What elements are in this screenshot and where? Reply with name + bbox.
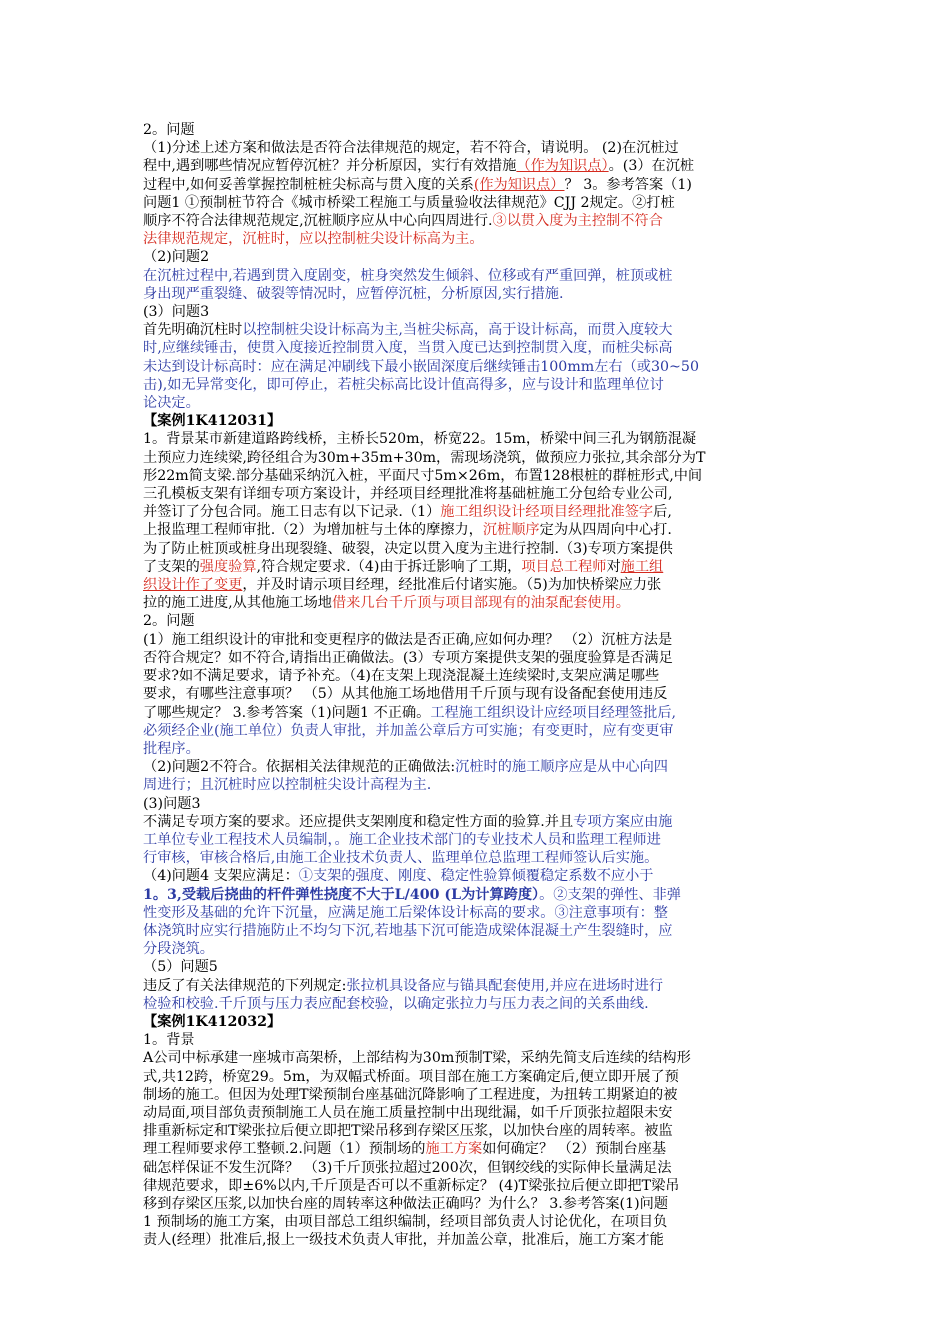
text-line xyxy=(143,267,808,285)
text-line xyxy=(143,813,808,831)
text-run: 沉桩时的施工顺序应是从中心向四 xyxy=(455,759,668,776)
text-run: 2。问题 xyxy=(143,122,195,138)
text-run: 理工程师要求停工整顿.2.问题（1）预制场的 xyxy=(143,1141,426,1158)
text-run: 1。背景某市新建道路跨线桥，主桥长520m，桥宽22。15m，桥梁中间三孔为钢筋混凝 xyxy=(143,431,697,448)
text-run: 后, xyxy=(653,504,672,521)
text-run: 项目总工程师 xyxy=(521,558,607,575)
text-run: 时,应继续锤击，使贯入度接近控制贯入度，当贯入度已达到控制贯入度，而桩尖标高 xyxy=(143,340,673,357)
text-line xyxy=(143,576,808,594)
text-line xyxy=(143,1068,808,1086)
text-line xyxy=(143,558,808,576)
text-run: 工程施工组织设计应经项目经理签批后, xyxy=(430,704,677,721)
text-run: 击),如无异常变化，即可停止，若桩尖标高比设计值高得多，应与设计和监理单位讨 xyxy=(143,376,664,393)
text-run: 分段浇筑。 xyxy=(143,941,214,958)
text-run: 土预应力连续梁,跨径组合为30m+35m+30m，需现场浇筑，做预应力张拉,其余部分为T xyxy=(143,449,706,466)
text-line xyxy=(143,321,808,339)
text-run: 式,共12跨，桥宽29。5m，为双幅式桥面。项目部在施工方案确定后,便立即开展了预 xyxy=(143,1068,679,1085)
text-line xyxy=(143,1195,808,1213)
text-run: 移到存梁区压浆,以加快台座的周转率这种做法正确吗？为什么？ 3.参考答案(1)问题 xyxy=(143,1195,669,1212)
text-run: 拉的施工进度,从其他施工场地 xyxy=(143,595,332,612)
text-line xyxy=(143,1104,808,1122)
text-line xyxy=(143,139,808,157)
text-line xyxy=(143,303,808,321)
text-line xyxy=(143,1231,808,1249)
text-run: 【案例1K412031】 xyxy=(143,413,282,430)
text-run: 形22m简支梁.部分基础采纳沉入桩，平面尺寸5m×26m，布置128根桩的群桩形式,中间 xyxy=(143,467,703,484)
text-run: ,符合规定要求.（4)由于拆迁影响了工期， xyxy=(256,558,522,575)
text-run: 要求?如不满足要求，请予补充。（4)在支架上现浇混凝土连续梁时,支架应满足哪些 xyxy=(143,668,660,685)
text-run: 三孔模板支架有详细专项方案设计，并经项目经理批准将基础桩施工分包给专业公司, xyxy=(143,486,673,503)
text-run: 强度验算 xyxy=(199,558,257,575)
text-line xyxy=(143,230,808,248)
text-line xyxy=(143,649,808,667)
text-line xyxy=(143,176,808,194)
text-line xyxy=(143,358,808,376)
text-line xyxy=(143,704,808,722)
text-run: ，并及时请示项目经理，经批准后付诸实施。（5)为加快桥梁应力张 xyxy=(242,577,662,594)
text-line xyxy=(143,612,808,630)
text-line xyxy=(143,248,808,266)
text-run: ①支架的强度、刚度、稳定性验算倾覆稳定系数不应小于 xyxy=(298,868,654,885)
text-line xyxy=(143,285,808,303)
text-line xyxy=(143,904,808,922)
text-run: 周进行；且沉桩时应以控制桩尖设计高程为主. xyxy=(143,777,432,794)
text-run: 论决定。 xyxy=(143,395,200,412)
text-run: 违反了有关法律规范的下列规定: xyxy=(143,977,347,994)
text-line xyxy=(143,831,808,849)
text-line xyxy=(143,1086,808,1104)
text-run: 过程中,如何妥善掌握控制桩桩尖标高与贯入度的关系 xyxy=(143,176,474,193)
text-line xyxy=(143,1013,808,1031)
text-run: 法律规范规定，沉桩时，应以控制桩尖设计标高为主。 xyxy=(143,231,484,248)
text-line xyxy=(143,394,808,412)
text-line xyxy=(143,977,808,995)
text-run: 了支架的 xyxy=(143,558,200,575)
text-run: 检验和校验.千斤顶与压力表应配套校验，以确定张拉力与压力表之间的关系曲线. xyxy=(143,995,649,1012)
text-line xyxy=(143,1031,808,1049)
text-run: 以控制桩尖设计标高为主,当桩尖标高，高于设计标高，而贯入度较大 xyxy=(242,322,673,339)
text-run: 律规范要求，即±6%以内,千斤顶是否可以不重新标定？ (4)T梁张拉后便立即把T梁吊 xyxy=(143,1177,680,1194)
text-run: 在沉桩过程中,若遇到贯入度剧变，桩身突然发生倾斜、位移或有严重回弹，桩顶或桩 xyxy=(143,267,673,284)
text-run: 【案例1K412032】 xyxy=(143,1013,282,1030)
text-run: （作为知识点） xyxy=(516,158,609,175)
text-line xyxy=(143,212,808,230)
text-line xyxy=(143,867,808,885)
text-line xyxy=(143,776,808,794)
text-line xyxy=(143,886,808,904)
text-line xyxy=(143,667,808,685)
text-run: 首先明确沉柱时 xyxy=(143,322,243,339)
text-line xyxy=(143,121,808,139)
text-run: 2。问题 xyxy=(143,613,195,630)
text-run: 础怎样保证不发生沉降？ （3)千斤顶张拉超过200次，但钢绞线的实际伸长量满足法 xyxy=(143,1159,672,1176)
text-run: 行审核，审核合格后,由施工企业技术负责人、监理单位总监理工程师签认后实施。 xyxy=(143,850,659,867)
text-run: （1)分述上述方案和做法是否符合法律规范的规定，若不符合，请说明。 (2)在沉桩过 xyxy=(143,140,679,157)
text-run: 责人(经理）批准后,报上一级技术负责人审批，并加盖公章，批准后，施工方案才能 xyxy=(143,1232,664,1249)
text-line xyxy=(143,467,808,485)
text-line xyxy=(143,521,808,539)
text-run: 问题1 ①预制桩节符合《城市桥梁工程施工与质量验收法律规范》CJJ 2规定。②打桩 xyxy=(143,194,675,211)
text-run: 借来几台千斤顶与项目部现有的油泵配套使用。 xyxy=(331,595,630,612)
text-run: (作为知识点） xyxy=(473,176,565,193)
text-line xyxy=(143,922,808,940)
text-line xyxy=(143,631,808,649)
text-run: 身出现严重裂缝、破裂等情况时，应暂停沉桩，分析原因,实行措施. xyxy=(143,285,564,302)
text-run: 排重新标定和T梁张拉后便立即把T梁吊移到存梁区压浆，以加快台座的周转率。被监 xyxy=(143,1123,673,1140)
text-run: 未达到设计标高时：应在满足冲刷线下最小嵌固深度后继续锤击100mm左右（或30~50 xyxy=(143,358,699,375)
text-line xyxy=(143,1049,808,1067)
text-run: 工单位专业工程技术人员编制，。施工企业技术部门的专业技术人员和监理工程师进 xyxy=(143,831,661,848)
text-run: 顺序不符合法律规范规定,沉桩顺序应从中心向四周进行. xyxy=(143,213,493,230)
text-run: 并签订了分包合同。施工日志有以下记录.（1） xyxy=(143,504,441,521)
text-run: 1 预制场的施工方案，由项目部总工组织编制，经项目部负责人讨论优化，在项目负 xyxy=(143,1214,668,1231)
text-line xyxy=(143,1177,808,1195)
text-line xyxy=(143,685,808,703)
text-run: 要求，有哪些注意事项？ （5）从其他施工场地借用千斤顶与现有设备配套使用违反 xyxy=(143,686,668,703)
text-line xyxy=(143,1122,808,1140)
text-run: 。(3）在沉桩 xyxy=(608,158,695,175)
text-line xyxy=(143,339,808,357)
text-line xyxy=(143,740,808,758)
text-run: (3)问题3 xyxy=(143,795,201,812)
text-run: (3）问题3 xyxy=(143,304,210,321)
text-run: 了哪些规定？ 3.参考答案（1)问题1 不正确。 xyxy=(143,704,431,721)
text-run: ③以贯入度为主控制不符合 xyxy=(492,213,663,230)
text-line xyxy=(143,995,808,1013)
text-run: 1。背景 xyxy=(143,1032,195,1049)
text-line xyxy=(143,1159,808,1177)
text-run: A公司中标承建一座城市高架桥，上部结构为30m预制T梁，采纳先简支后连续的结构形 xyxy=(143,1050,691,1067)
text-line xyxy=(143,157,808,175)
text-line xyxy=(143,449,808,467)
text-line xyxy=(143,849,808,867)
text-run: 为了防止桩顶或桩身出现裂缝、破裂，决定以贯入度为主进行控制.（3)专项方案提供 xyxy=(143,540,673,557)
text-run: 体浇筑时应实行措施防止不均匀下沉,若地基下沉可能造成梁体混凝土产生裂缝时，应 xyxy=(143,922,673,939)
document-body xyxy=(143,121,808,1250)
text-run: 如何确定？ （2）预制台座基 xyxy=(482,1141,667,1158)
text-line xyxy=(143,940,808,958)
text-run: 程中,遇到哪些情况应暂停沉桩？并分析原因，实行有效措施 xyxy=(143,158,517,175)
text-run: 1。3,受载后挠曲的杆件弹性挠度不大于L/400 (L为计算跨度） xyxy=(143,886,540,903)
text-run: 。②支架的弹性、非弹 xyxy=(539,886,681,903)
text-run: 定为从四周向中心打. xyxy=(539,522,672,539)
text-run: 必须经企业(施工单位）负责人审批，并加盖公章后方可实施；有变更时，应有变更审 xyxy=(143,722,674,739)
text-line xyxy=(143,594,808,612)
text-line xyxy=(143,503,808,521)
text-line xyxy=(143,795,808,813)
text-line xyxy=(143,485,808,503)
text-run: 不满足专项方案的要求。还应提供支架刚度和稳定性方面的验算.并且 xyxy=(143,813,574,830)
text-run: 上报监理工程师审批.（2）为增加桩与土体的摩擦力， xyxy=(143,522,483,539)
text-run: 沉桩顺序 xyxy=(482,522,540,539)
text-line xyxy=(143,376,808,394)
text-run: （4)问题4 支架应满足： xyxy=(143,868,299,885)
text-run: 专项方案应由施 xyxy=(573,813,673,830)
text-run: 批程序。 xyxy=(143,740,200,757)
text-line xyxy=(143,722,808,740)
text-run: 制场的施工。但因为处理T梁预制台座基础沉降影响了工程进度，为扭转工期紧迫的被 xyxy=(143,1086,678,1103)
text-run: (1）施工组织设计的审批和变更程序的做法是否正确,应如何办理？ （2）沉桩方法是 xyxy=(143,631,673,648)
text-run: 否符合规定？如不符合,请指出正确做法。(3）专项方案提供支架的强度验算是否满足 xyxy=(143,649,673,666)
text-run: （2)问题2不符合。依据相关法律规范的正确做法: xyxy=(143,759,456,776)
text-line xyxy=(143,412,808,430)
text-line xyxy=(143,430,808,448)
text-run: 对 xyxy=(606,558,621,575)
text-line xyxy=(143,540,808,558)
text-run: （5）问题5 xyxy=(143,959,218,976)
text-run: ？ 3。参考答案（1) xyxy=(564,176,692,193)
text-line xyxy=(143,194,808,212)
text-run: 施工方案 xyxy=(425,1141,483,1158)
text-run: （2)问题2 xyxy=(143,249,210,266)
text-run: 织设计作了变更 xyxy=(143,577,243,594)
text-run: 张拉机具设备应与锚具配套使用,并应在进场时进行 xyxy=(346,977,664,994)
text-run: 性变形及基础的允许下沉量，应满足施工后梁体设计标高的要求。③注意事项有：整 xyxy=(143,904,668,921)
text-run: 施工组 xyxy=(620,558,664,575)
text-run: 施工组织设计经项目经理批准签字 xyxy=(440,504,654,521)
text-run: 动局面,项目部负责预制施工人员在施工质量控制中出现纰漏，如千斤顶张拉超限未安 xyxy=(143,1104,673,1121)
text-line xyxy=(143,1213,808,1231)
text-line xyxy=(143,958,808,976)
text-line xyxy=(143,758,808,776)
text-line xyxy=(143,1140,808,1158)
